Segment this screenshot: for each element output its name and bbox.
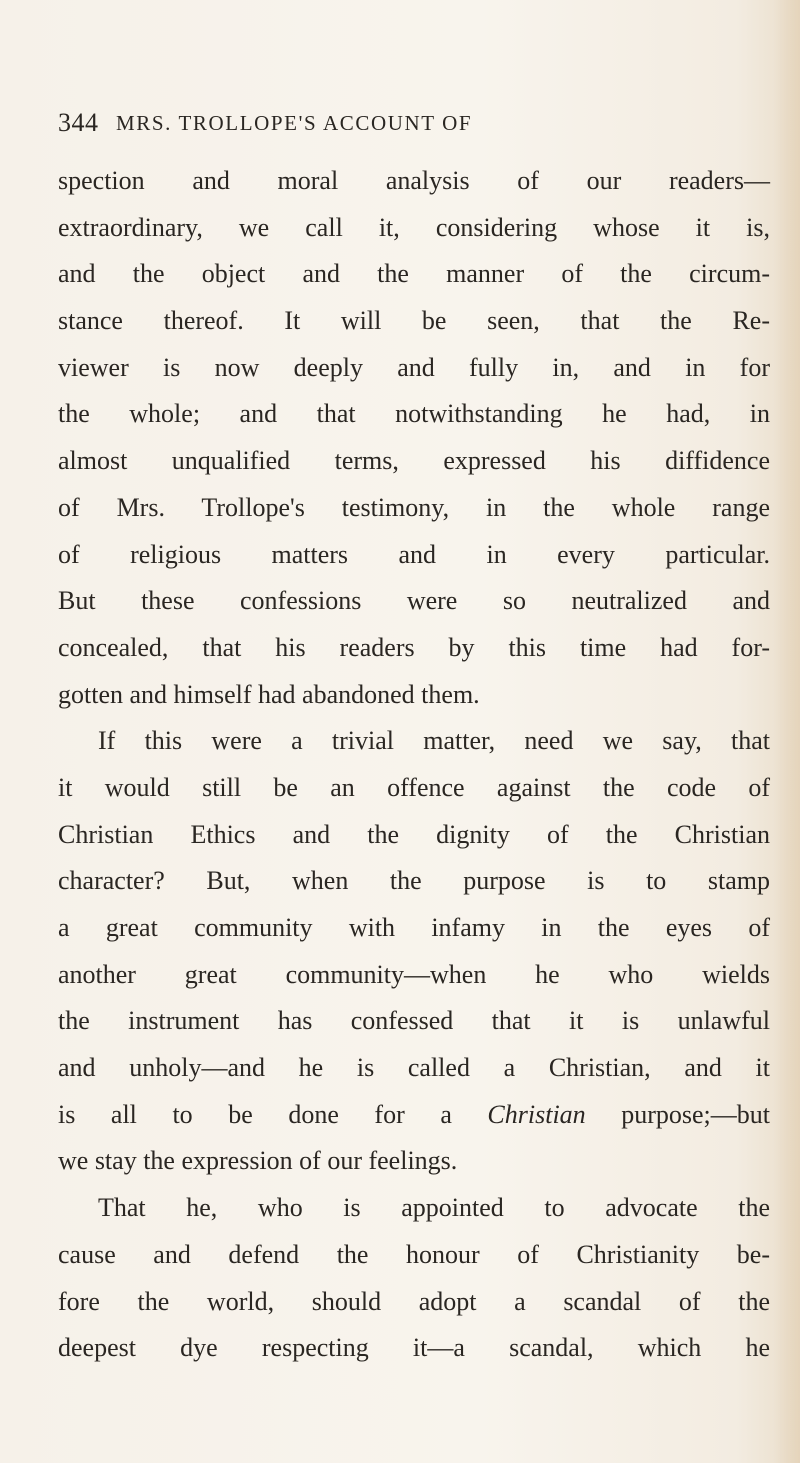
text-line: and unholy—and he is called a Christian, and it (58, 1053, 770, 1083)
text-line: the instrument has confessed that it is unlawful (58, 1006, 770, 1036)
text-line: concealed, that his readers by this time had for- (58, 632, 770, 662)
text-line: But these confessions were so neutralized and (58, 586, 770, 616)
text-line (58, 1092, 770, 1139)
text-line: stance thereof. It will be seen, that the Re- (58, 306, 770, 336)
text-line: a great community with infamy in the eyes of (58, 913, 770, 942)
text-line: almost unqualified terms, expressed his diffidence (58, 446, 770, 476)
text-line: of Mrs. Trollope's testimony, in the whole range (58, 492, 770, 522)
text-line: and the object and the manner of the circum- (58, 259, 770, 289)
text-line: the whole; and that notwithstanding he had, in (58, 399, 770, 429)
text-line: extraordinary, we call it, considering whose it is, (58, 212, 770, 242)
text-line: gotten and himself had abandoned them. (58, 679, 480, 709)
text-line: another great community—when he who wields (58, 959, 770, 989)
italic-text: Christian (487, 1099, 586, 1129)
text-line: If this were a trivial matter, need we say, that (98, 726, 770, 756)
page-number: 344 (58, 108, 99, 137)
text-line: we stay the expression of our feelings. (58, 1146, 458, 1176)
page-header (58, 108, 698, 148)
text-line: spection and moral analysis of our readers— (58, 166, 770, 195)
text-line: cause and defend the honour of Christianity be- (58, 1239, 770, 1269)
text-line: viewer is now deeply and fully in, and in for (58, 352, 770, 382)
text-run: purpose;—but (585, 1099, 770, 1129)
page-edge-shadow (774, 0, 800, 1463)
text-run: is all to be done for a (58, 1099, 488, 1129)
text-line: of religious matters and in every particular. (58, 539, 770, 569)
body-text (58, 158, 770, 1372)
text-line: it would still be an offence against the code of (58, 772, 770, 802)
text-line: Christian Ethics and the dignity of the Christian (58, 819, 770, 849)
running-head: MRS. TROLLOPE'S ACCOUNT OF (116, 111, 473, 135)
text-line: fore the world, should adopt a scandal of the (58, 1286, 770, 1316)
text-line: character? But, when the purpose is to stamp (58, 866, 770, 896)
text-line: That he, who is appointed to advocate the (98, 1193, 770, 1223)
text-line: deepest dye respecting it—a scandal, which he (58, 1333, 770, 1363)
